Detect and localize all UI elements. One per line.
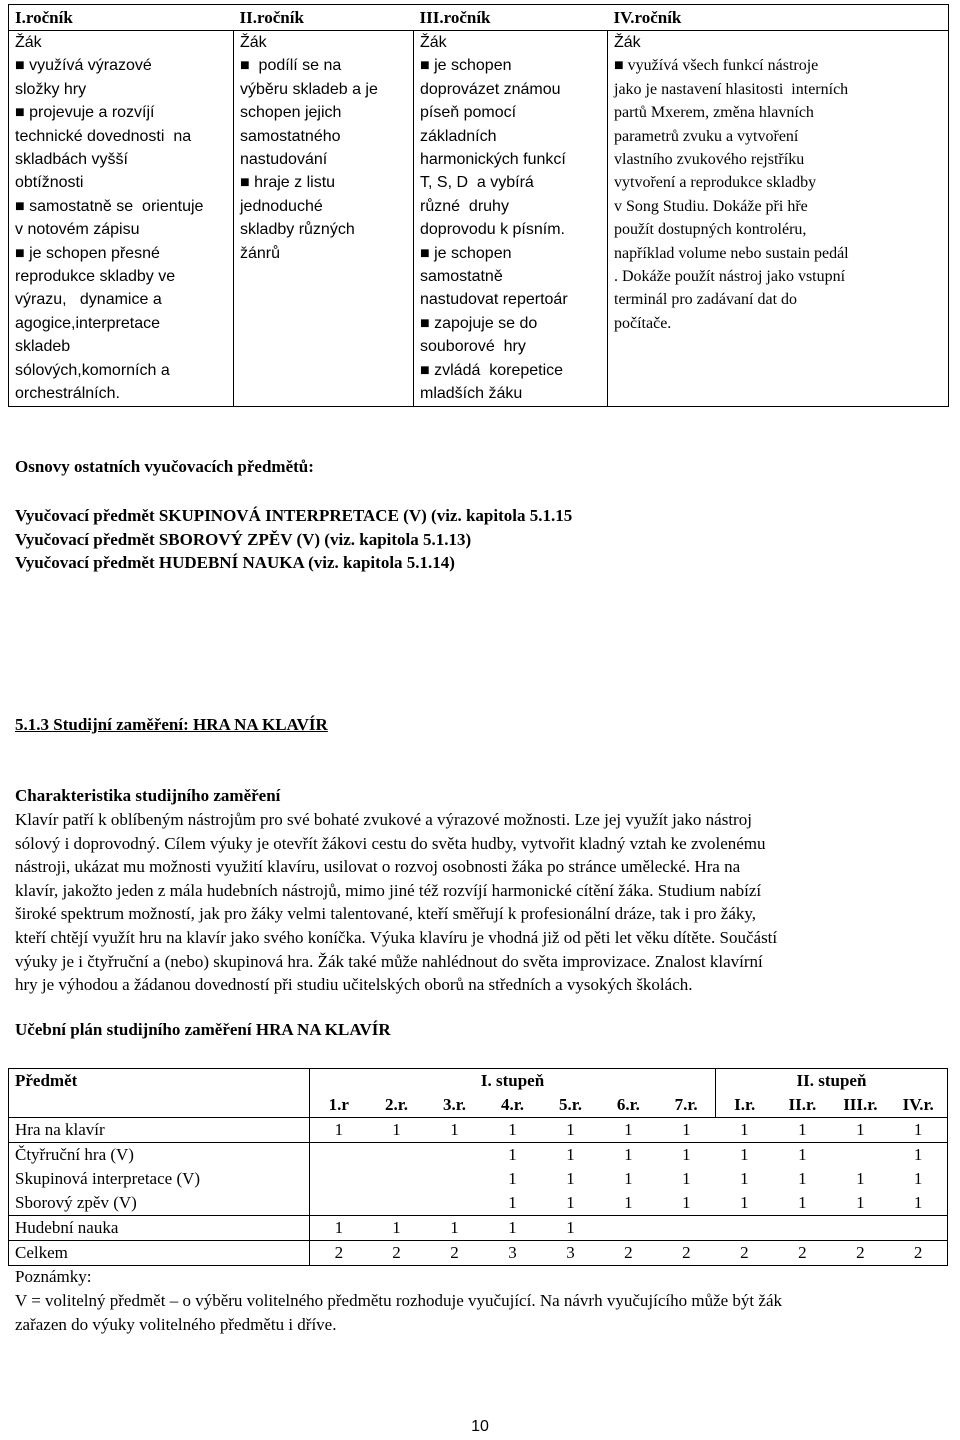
- plan-subject-name: Hudební nauka: [9, 1216, 310, 1241]
- paragraph-line: sólový i doprovodný. Cílem výuky je otevřít žákovi cestu do světa hudby, vytvořit kladný vztah ke zvolenému: [15, 833, 766, 853]
- year-header: II.r.: [788, 1095, 817, 1114]
- outcome-line: doprovodu k písním.: [420, 221, 565, 239]
- outcome-line: jednoduché: [240, 197, 323, 215]
- outcome-line: použít dostupných kontroléru,: [614, 221, 807, 239]
- plan-cell: 1: [368, 1118, 426, 1143]
- plan-cell: [310, 1191, 368, 1216]
- stage-1-header: I. stupeň: [310, 1069, 716, 1094]
- outcome-line: Žák: [240, 34, 267, 51]
- plan-cell: 1: [856, 1169, 865, 1188]
- year-header: I.r.: [715, 1093, 773, 1118]
- plan-cell: 2: [599, 1241, 657, 1266]
- plan-cell: 1: [657, 1118, 715, 1143]
- outcome-line: schopen jejich: [240, 104, 342, 122]
- grade-1-outcomes: [9, 31, 234, 407]
- plan-cell: 2: [368, 1241, 426, 1266]
- outcome-line: jako je nastavení hlasitosti interních: [614, 80, 849, 98]
- grade-header-3: III.ročník: [414, 5, 608, 31]
- outcome-line: doprovázet známou: [420, 80, 561, 98]
- paragraph-line: výuky je i čtyřruční a (nebo) skupinová hra. Žák také může nahlédnout do světa improvizace. Znalost klavírní: [15, 951, 763, 971]
- plan-cell: [599, 1216, 657, 1241]
- other-subjects-list: [15, 504, 572, 575]
- paragraph-line: široké spektrum možností, jak pro žáky velmi talentované, kteří směřují k profesionální dráze, tak i pro žáky,: [15, 904, 757, 924]
- characteristics-text: [15, 808, 945, 997]
- outcome-line: píseň pomocí: [420, 104, 517, 122]
- plan-subject-name: Hra na klavír: [9, 1118, 310, 1143]
- plan-cell: 1: [484, 1143, 542, 1168]
- year-header: III.r.: [843, 1095, 878, 1114]
- plan-cell: [657, 1216, 715, 1241]
- plan-cell: 3: [484, 1241, 542, 1266]
- grade-4-outcomes: [608, 31, 949, 407]
- plan-cell: [426, 1167, 484, 1191]
- grade-header-4: IV.ročník: [608, 5, 949, 31]
- plan-cell: 1: [798, 1193, 807, 1212]
- plan-cell: 1: [599, 1118, 657, 1143]
- plan-cell: 1: [426, 1216, 484, 1241]
- subject-item: Vyučovací předmět SKUPINOVÁ INTERPRETACE (V) (viz. kapitola 5.1.15: [15, 506, 573, 525]
- outcome-line: souborové hry: [420, 338, 526, 356]
- outcome-line: ■ podílí se na: [240, 57, 342, 75]
- plan-cell: 1: [773, 1118, 831, 1143]
- plan-cell: 1: [624, 1169, 633, 1188]
- outcome-line: složky hry: [15, 80, 87, 98]
- plan-cell: 1: [889, 1167, 947, 1191]
- plan-cell: 1: [657, 1143, 715, 1168]
- plan-cell: 1: [508, 1169, 517, 1188]
- grade-outcomes-table: [8, 4, 949, 407]
- plan-row: [9, 1216, 948, 1241]
- paragraph-line: klavír, jakožto jeden z mála hudebních nástrojů, mimo jiné též rozvíjí harmonické cítění žáka. Studium nabízí: [15, 880, 762, 900]
- year-header: 4.r.: [500, 1095, 524, 1114]
- page-number: 10: [471, 1418, 489, 1435]
- plan-row: [9, 1118, 948, 1143]
- outcome-line: skladby různých: [240, 221, 355, 239]
- grade-content-row: [9, 31, 949, 407]
- outcome-line: Žák: [420, 34, 447, 51]
- plan-cell: 1: [484, 1216, 542, 1241]
- plan-cell: 1: [624, 1193, 633, 1212]
- grade-3-outcomes: [414, 31, 608, 407]
- outcome-line: obtížnosti: [15, 174, 84, 192]
- plan-cell: 3: [541, 1241, 599, 1266]
- outcome-line: ■ zapojuje se do: [420, 314, 538, 332]
- outcome-line: T, S, D a vybírá: [420, 174, 534, 192]
- plan-cell: 1: [682, 1169, 691, 1188]
- plan-cell: 2: [831, 1241, 889, 1266]
- outcome-line: ■ hraje z listu: [240, 174, 336, 192]
- grade-header-1: I.ročník: [9, 5, 234, 31]
- outcome-line: terminál pro zadávaní dat do: [614, 291, 798, 309]
- outcome-line: ■ je schopen přesné: [15, 244, 160, 262]
- outcome-line: výrazu, dynamice a: [15, 291, 162, 309]
- subject-item: Vyučovací předmět HUDEBNÍ NAUKA (viz. kapitola 5.1.14): [15, 553, 455, 572]
- plan-cell: 1: [856, 1193, 865, 1212]
- outcome-line: žánrů: [240, 244, 281, 262]
- plan-subject-name: Celkem: [9, 1241, 310, 1266]
- plan-cell: 1: [484, 1118, 542, 1143]
- year-header: IV.r.: [889, 1093, 947, 1118]
- outcome-line: . Dokáže použít nástroj jako vstupní: [614, 268, 846, 286]
- plan-cell: [310, 1143, 368, 1168]
- outcome-line: nastudovat repertoár: [420, 291, 568, 309]
- outcome-line: ■ zvládá korepetice: [420, 361, 564, 379]
- grade-header-row: [9, 5, 949, 31]
- plan-cell: 1: [889, 1191, 947, 1216]
- grade-2-outcomes: [234, 31, 414, 407]
- plan-cell: [368, 1167, 426, 1191]
- plan-cell: 1: [773, 1143, 831, 1168]
- study-plan-heading: Učební plán studijního zaměření HRA NA KLAVÍR: [15, 1020, 391, 1039]
- stage-2-header: II. stupeň: [715, 1069, 947, 1094]
- plan-subject-name: Skupinová interpretace (V): [9, 1167, 310, 1191]
- outcome-line: počítače.: [614, 314, 672, 332]
- plan-cell: [889, 1216, 947, 1241]
- paragraph-line: kteří chtějí využít hru na klavír jako svého koníčka. Výuka klavíru je vhodná již od pěti let věku dítěte. Součástí: [15, 927, 778, 947]
- characteristics-heading: Charakteristika studijního zaměření: [15, 786, 281, 805]
- outcome-line: harmonických funkcí: [420, 151, 566, 169]
- outcome-line: agogice,interpretace: [15, 314, 160, 332]
- paragraph-line: hry je výhodou a žádanou dovedností při studiu učitelských oborů na středních a vysokých školách.: [15, 975, 693, 995]
- plan-cell: 1: [889, 1143, 947, 1168]
- plan-cell: [715, 1216, 773, 1241]
- plan-cell: 2: [889, 1241, 947, 1266]
- plan-cell: 2: [773, 1241, 831, 1266]
- year-header: 5.r.: [558, 1095, 582, 1114]
- outcome-line: například volume nebo sustain pedál: [614, 244, 849, 262]
- outcome-line: partů Mxerem, změna hlavních: [614, 104, 814, 122]
- paragraph-line: nástroji, ukázat mu možnosti využití klavíru, usilovat o rozvoj osobnosti žáka po stránce umělecké. Hra na: [15, 857, 741, 877]
- paragraph-line: Klavír patří k oblíbeným nástrojům pro své bohaté zvukové a výrazové možnosti. Lze jej využít jako nástroj: [15, 810, 752, 829]
- outcome-line: technické dovednosti na: [15, 127, 192, 145]
- outcome-line: ■ využívá všech funkcí nástroje: [614, 57, 819, 75]
- year-header: 3.r.: [443, 1095, 467, 1114]
- outcome-line: vlastního zvukového rejstříku: [614, 151, 805, 169]
- outcome-line: sólových,komorních a: [15, 361, 170, 379]
- outcome-line: různé druhy: [420, 197, 509, 215]
- outcome-line: skladeb: [15, 338, 71, 356]
- plan-cell: 1: [566, 1193, 575, 1212]
- outcome-line: ■ využívá výrazové: [15, 57, 152, 75]
- year-header: 6.r.: [616, 1095, 640, 1114]
- outcome-line: ■ je schopen: [420, 57, 512, 75]
- plan-cell: 1: [566, 1169, 575, 1188]
- plan-total-row: [9, 1241, 948, 1266]
- plan-row: [9, 1191, 948, 1216]
- plan-cell: 1: [508, 1193, 517, 1212]
- plan-cell: 1: [715, 1118, 773, 1143]
- plan-row: [9, 1167, 948, 1191]
- outcome-line: samostatně: [420, 268, 503, 286]
- year-header: 7.r.: [674, 1095, 698, 1114]
- plan-cell: 1: [740, 1169, 749, 1188]
- notes-line: zařazen do výuky volitelného předmětu i dříve.: [15, 1315, 337, 1334]
- study-plan-table: [8, 1068, 948, 1266]
- plan-cell: 2: [310, 1241, 368, 1266]
- outcome-line: ■ projevuje a rozvíjí: [15, 104, 155, 122]
- plan-cell: [831, 1216, 889, 1241]
- outcome-line: nastudování: [240, 151, 328, 169]
- plan-cell: 1: [889, 1118, 947, 1143]
- notes-line: V = volitelný předmět – o výběru volitelného předmětu rozhoduje vyučující. Na návrh vyučujícího může být žák: [15, 1291, 782, 1310]
- outcome-line: v notovém zápisu: [15, 221, 140, 239]
- plan-cell: 1: [310, 1118, 368, 1143]
- plan-cell: [310, 1167, 368, 1191]
- outcome-line: ■ samostatně se orientuje: [15, 197, 204, 215]
- outcome-line: orchestrálních.: [15, 385, 120, 403]
- notes-label: Poznámky:: [15, 1267, 92, 1286]
- outcome-line: Žák: [614, 34, 641, 51]
- plan-cell: 1: [740, 1193, 749, 1212]
- subject-column-header: Předmět: [9, 1069, 310, 1118]
- plan-cell: [773, 1216, 831, 1241]
- plan-cell: 1: [541, 1118, 599, 1143]
- plan-cell: 1: [541, 1216, 599, 1241]
- other-subjects-heading: Osnovy ostatních vyučovacích předmětů:: [15, 457, 314, 476]
- plan-subject-name: Čtyřruční hra (V): [9, 1143, 310, 1168]
- plan-cell: 1: [426, 1118, 484, 1143]
- outcome-line: ■ je schopen: [420, 244, 512, 262]
- year-header: 1.r: [310, 1093, 368, 1118]
- outcome-line: vytvoření a reprodukce skladby: [614, 174, 817, 192]
- plan-cell: [831, 1143, 889, 1168]
- plan-cell: 2: [715, 1241, 773, 1266]
- plan-cell: 1: [599, 1143, 657, 1168]
- plan-cell: [426, 1191, 484, 1216]
- plan-cell: [368, 1191, 426, 1216]
- plan-subject-name: Sborový zpěv (V): [9, 1191, 310, 1216]
- subject-item: Vyučovací předmět SBOROVÝ ZPĚV (V) (viz. kapitola 5.1.13): [15, 529, 472, 549]
- outcome-line: reprodukce skladby ve: [15, 268, 176, 286]
- plan-stage-row: [9, 1069, 948, 1094]
- outcome-line: výběru skladeb a je: [240, 80, 378, 98]
- section-title: 5.1.3 Studijní zaměření: HRA NA KLAVÍR: [15, 715, 328, 734]
- outcome-line: v Song Studiu. Dokáže při hře: [614, 197, 808, 215]
- outcome-line: Žák: [15, 34, 42, 51]
- plan-cell: 2: [657, 1241, 715, 1266]
- year-header: 2.r.: [385, 1095, 409, 1114]
- plan-cell: 1: [310, 1216, 368, 1241]
- plan-cell: 1: [541, 1143, 599, 1168]
- plan-cell: 2: [426, 1241, 484, 1266]
- plan-cell: 1: [368, 1216, 426, 1241]
- outcome-line: mladších žáku: [420, 385, 523, 403]
- plan-cell: 1: [715, 1143, 773, 1168]
- grade-header-2: II.ročník: [234, 5, 414, 31]
- plan-cell: 1: [798, 1169, 807, 1188]
- plan-row: [9, 1143, 948, 1168]
- plan-cell: 1: [682, 1193, 691, 1212]
- plan-cell: [368, 1143, 426, 1168]
- plan-cell: [426, 1143, 484, 1168]
- plan-notes: [15, 1265, 950, 1337]
- outcome-line: samostatného: [240, 127, 341, 145]
- outcome-line: skladbách vyšší: [15, 151, 128, 169]
- outcome-line: parametrů zvuku a vytvoření: [614, 127, 799, 145]
- plan-cell: 1: [831, 1118, 889, 1143]
- outcome-line: základních: [420, 127, 497, 145]
